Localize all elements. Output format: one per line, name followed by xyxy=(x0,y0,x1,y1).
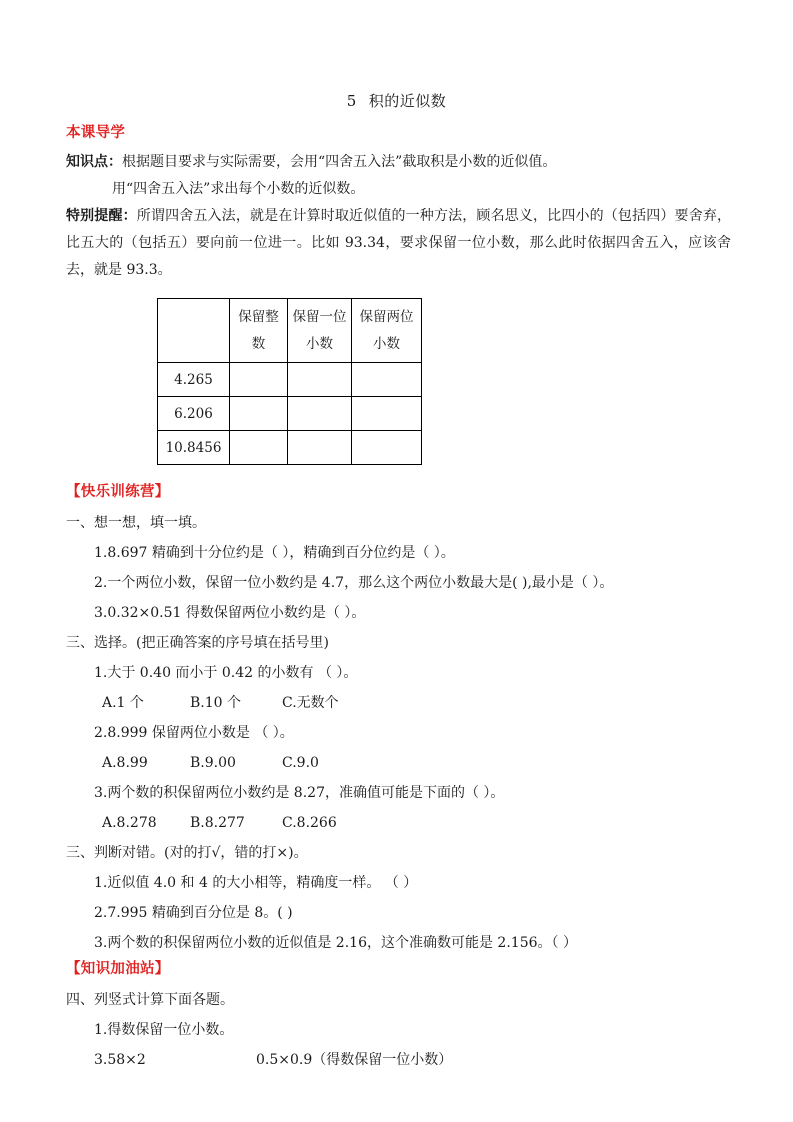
option-a[interactable]: A.8.278 xyxy=(102,815,157,831)
rounding-table xyxy=(157,298,422,465)
question-item: 1.得数保留一位小数。 xyxy=(94,1022,234,1038)
table-header-corner xyxy=(158,299,230,363)
table-cell-answer[interactable] xyxy=(352,431,422,465)
table-row-label: 6.206 xyxy=(158,397,230,431)
table-cell-answer[interactable] xyxy=(352,363,422,397)
page-title xyxy=(0,90,793,111)
question-item: 2.7.995 精确到百分位是 8。( ) xyxy=(94,905,293,921)
knowledge-point-subline: 用“四舍五入法”求出每个小数的近似数。 xyxy=(112,181,365,197)
question-item: 3.0.32×0.51 得数保留两位小数约是（ ）。 xyxy=(94,605,366,621)
expression-first: 3.58×2 xyxy=(94,1052,146,1068)
section-title: 三、判断对错。(对的打√，错的打×)。 xyxy=(66,845,308,861)
question-options xyxy=(66,688,731,718)
table-header-one-decimal: 保留一位小数 xyxy=(288,299,352,363)
table-cell-answer[interactable] xyxy=(230,431,288,465)
expression-second: 0.5×0.9（得数保留一位小数） xyxy=(256,1052,453,1068)
question-item: 3.两个数的积保留两位小数约是 8.27，准确值可能是下面的（ ）。 xyxy=(94,785,505,801)
option-b[interactable]: B.8.277 xyxy=(190,815,245,831)
question-item: 2.8.999 保留两位小数是 （ ）。 xyxy=(94,725,294,741)
rounding-table-wrapper xyxy=(66,298,731,465)
page-title-number: 5 xyxy=(346,92,357,110)
knowledge-point-text: 根据题目要求与实际需要，会用“四舍五入法”截取积是小数的近似值。 xyxy=(122,154,557,170)
option-c[interactable]: C.9.0 xyxy=(282,755,319,771)
table-header-two-decimals: 保留两位小数 xyxy=(352,299,422,363)
option-c[interactable]: C.无数个 xyxy=(282,695,339,711)
option-a[interactable]: A.1 个 xyxy=(102,695,144,711)
question-item: 2.一个两位小数，保留一位小数约是 4.7，那么这个两位小数最大是( ),最小是（ ）。 xyxy=(94,575,614,591)
section-title: 四、列竖式计算下面各题。 xyxy=(66,992,234,1008)
special-tip-text: 所谓四舍五入法，就是在计算时取近似值的一种方法，顾名思义，比四小的（包括四）要舍弃，比五大的（包括五）要向前一位进一。比如 93.34，要求保留一位小数，那么此时依据四舍五入，应该舍去，就是 93.3。 xyxy=(66,208,732,278)
guide-heading: 本课导学 xyxy=(66,124,126,141)
section-multiple-choice xyxy=(66,628,731,838)
section-true-false xyxy=(66,838,731,958)
question-item: 3.两个数的积保留两位小数的近似值是 2.16，这个准确数可能是 2.156。（ ） xyxy=(94,935,577,951)
section-title: 一、想一想，填一填。 xyxy=(66,515,206,531)
section-vertical-calculation xyxy=(66,985,731,1075)
section-fill-in-blanks xyxy=(66,508,731,628)
table-header-integer: 保留整数 xyxy=(230,299,288,363)
table-row xyxy=(158,397,422,431)
expression-row xyxy=(66,1045,731,1075)
option-b[interactable]: B.9.00 xyxy=(190,755,236,771)
question-options xyxy=(66,748,731,778)
worksheet-content xyxy=(66,122,731,1075)
table-cell-answer[interactable] xyxy=(288,431,352,465)
table-header-row xyxy=(158,299,422,363)
special-tip-line xyxy=(66,203,731,284)
question-item: 1.8.697 精确到十分位约是（ ），精确到百分位约是（ ）。 xyxy=(94,545,455,561)
question-item: 1.近似值 4.0 和 4 的大小相等，精确度一样。 （ ） xyxy=(94,875,418,891)
training-heading: 【快乐训练营】 xyxy=(66,483,170,500)
question-options xyxy=(66,808,731,838)
table-row xyxy=(158,431,422,465)
table-cell-answer[interactable] xyxy=(352,397,422,431)
table-cell-answer[interactable] xyxy=(230,397,288,431)
table-cell-answer[interactable] xyxy=(288,397,352,431)
table-row-label: 10.8456 xyxy=(158,431,230,465)
page-title-text: 积的近似数 xyxy=(368,92,447,110)
table-row xyxy=(158,363,422,397)
table-cell-answer[interactable] xyxy=(288,363,352,397)
option-a[interactable]: A.8.99 xyxy=(102,755,148,771)
option-b[interactable]: B.10 个 xyxy=(190,695,242,711)
boost-heading: 【知识加油站】 xyxy=(66,960,170,977)
question-item: 1.大于 0.40 而小于 0.42 的小数有 （ ）。 xyxy=(94,665,358,681)
special-tip-label: 特别提醒： xyxy=(66,208,137,224)
option-c[interactable]: C.8.266 xyxy=(282,815,337,831)
table-row-label: 4.265 xyxy=(158,363,230,397)
section-title: 三、选择。(把正确答案的序号填在括号里) xyxy=(66,635,329,651)
table-cell-answer[interactable] xyxy=(230,363,288,397)
knowledge-point-line xyxy=(66,149,731,176)
knowledge-point-label: 知识点： xyxy=(66,154,122,170)
